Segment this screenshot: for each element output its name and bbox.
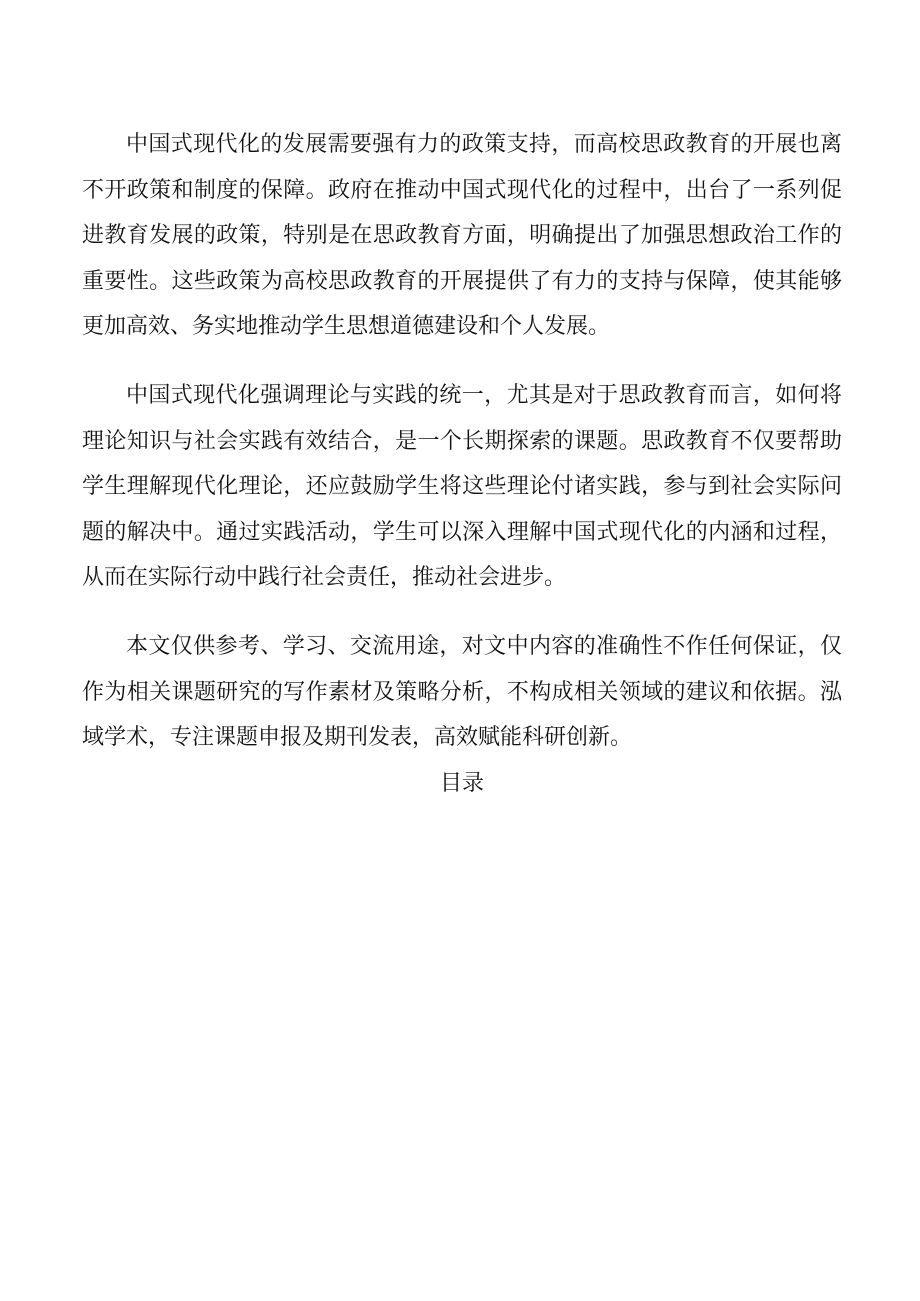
paragraph-disclaimer: 本文仅供参考、学习、交流用途，对文中内容的准确性不作任何保证，仅作为相关课题研究的写作素材及策略分析，不构成相关领域的建议和依据。泓域学术，专注课题申报及期刊发表，高效赋能科研创新。	[82, 633, 842, 751]
toc-title: 目录	[439, 770, 484, 796]
paragraph-theory-practice: 中国式现代化强调理论与实践的统一，尤其是对于思政教育而言，如何将理论知识与社会实践有效结合，是一个长期探索的课题。思政教育不仅要帮助学生理解现代化理论，还应鼓励学生将这些理论付诸实践，参与到社会实际问题的解决中。通过实践活动，学生可以深入理解中国式现代化的内涵和过程，从而在实际行动中践行社会责任，推动社会进步。	[82, 382, 842, 591]
paragraph-policy-support: 中国式现代化的发展需要强有力的政策支持，而高校思政教育的开展也离不开政策和制度的保障。政府在推动中国式现代化的过程中，出台了一系列促进教育发展的政策，特别是在思政教育方面，明确提出了加强思想政治工作的重要性。这些政策为高校思政教育的开展提供了有力的支持与保障，使其能够更加高效、务实地推动学生思想道德建设和个人发展。	[82, 132, 842, 340]
document-page	[82, 122, 842, 806]
